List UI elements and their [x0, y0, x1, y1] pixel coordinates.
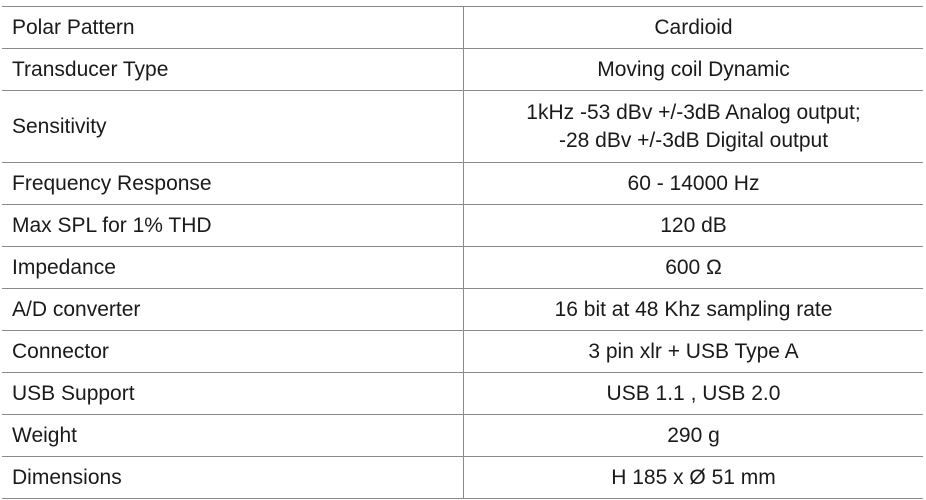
spec-value-text: -28 dBv +/-3dB Digital output [558, 128, 829, 152]
spec-label: Dimensions [2, 457, 464, 499]
spec-value [464, 205, 924, 247]
spec-value [464, 373, 924, 415]
spec-value-text: 1kHz -53 dBv +/-3dB Analog output; [526, 100, 861, 124]
spec-value-text: 3 pin xlr + USB Type A [588, 339, 799, 363]
spec-row-dimensions [2, 457, 923, 499]
spec-row-polar-pattern [2, 7, 923, 49]
spec-label: Weight [2, 415, 464, 457]
spec-value [464, 415, 924, 457]
spec-value [464, 247, 924, 289]
spec-value-text: 60 - 14000 Hz [627, 171, 760, 195]
spec-label: Max SPL for 1% THD [2, 205, 464, 247]
spec-row-weight [2, 415, 923, 457]
spec-row-ad-converter [2, 289, 923, 331]
spec-value [464, 163, 924, 205]
spec-row-connector [2, 331, 923, 373]
spec-table [2, 6, 923, 499]
spec-label: USB Support [2, 373, 464, 415]
spec-value [464, 457, 924, 499]
spec-value-text: Moving coil Dynamic [597, 57, 790, 81]
spec-row-max-spl [2, 205, 923, 247]
spec-label: Impedance [2, 247, 464, 289]
spec-label: Frequency Response [2, 163, 464, 205]
spec-row-transducer-type [2, 49, 923, 91]
spec-value-text: H 185 x Ø 51 mm [611, 465, 776, 489]
spec-label: Sensitivity [2, 91, 464, 163]
spec-value-text: 290 g [667, 423, 720, 447]
spec-row-impedance [2, 247, 923, 289]
spec-value [464, 7, 924, 49]
spec-value [464, 91, 924, 163]
spec-row-frequency-response [2, 163, 923, 205]
spec-label: Connector [2, 331, 464, 373]
spec-row-sensitivity [2, 91, 923, 163]
spec-value-text: 120 dB [660, 213, 727, 237]
spec-label: Polar Pattern [2, 7, 464, 49]
spec-value-text: USB 1.1 , USB 2.0 [606, 381, 781, 405]
spec-value [464, 49, 924, 91]
spec-label: Transducer Type [2, 49, 464, 91]
spec-value-text: Cardioid [654, 15, 733, 39]
spec-value [464, 331, 924, 373]
spec-value-text: 600 Ω [665, 255, 722, 279]
spec-label: A/D converter [2, 289, 464, 331]
spec-value-text: 16 bit at 48 Khz sampling rate [554, 297, 833, 321]
spec-value [464, 289, 924, 331]
spec-row-usb-support [2, 373, 923, 415]
